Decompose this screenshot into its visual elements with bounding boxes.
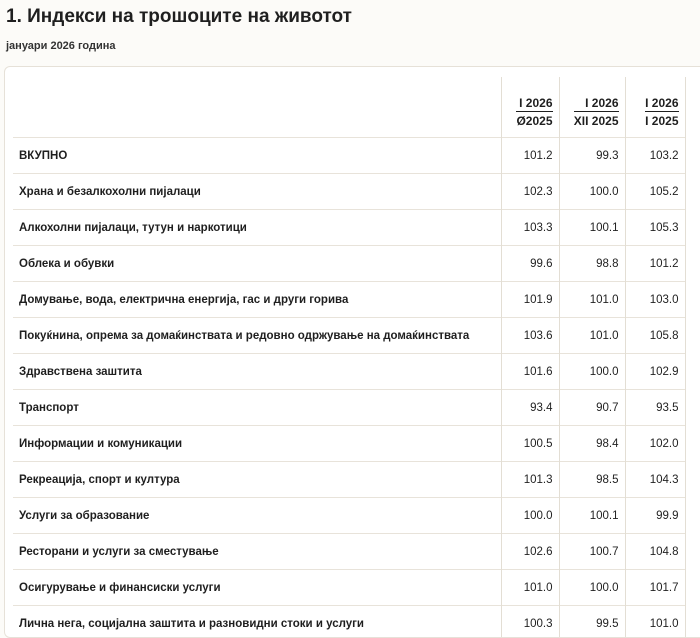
table-panel bbox=[4, 66, 700, 638]
column-header-3-bottom: I 2025 bbox=[645, 111, 678, 129]
cell-vs-dec-2025: 98.4 bbox=[559, 426, 625, 462]
row-label: Алкохолни пијалаци, тутун и наркотици bbox=[13, 210, 501, 246]
row-label: Ресторани и услуги за сместување bbox=[13, 534, 501, 570]
cell-vs-dec-2025: 90.7 bbox=[559, 390, 625, 426]
row-label: Услуги за образование bbox=[13, 498, 501, 534]
cell-vs-jan-2025: 102.9 bbox=[625, 354, 685, 390]
cell-vs-avg-2025: 102.3 bbox=[501, 174, 559, 210]
page-title: 1. Индекси на трошоците на животот bbox=[6, 6, 352, 28]
cell-vs-avg-2025: 100.5 bbox=[501, 426, 559, 462]
cell-vs-avg-2025: 103.6 bbox=[501, 318, 559, 354]
cell-vs-jan-2025: 104.3 bbox=[625, 462, 685, 498]
column-header-2 bbox=[559, 77, 625, 138]
table-row bbox=[13, 246, 685, 282]
cell-vs-avg-2025: 100.3 bbox=[501, 606, 559, 638]
column-header-1 bbox=[501, 77, 559, 138]
row-label: Информации и комуникации bbox=[13, 426, 501, 462]
table-row bbox=[13, 462, 685, 498]
column-header-1-bottom: Ø2025 bbox=[516, 111, 552, 129]
cell-vs-jan-2025: 105.2 bbox=[625, 174, 685, 210]
cell-vs-dec-2025: 98.5 bbox=[559, 462, 625, 498]
row-label: Домување, вода, електрична енергија, гас и други горива bbox=[13, 282, 501, 318]
cell-vs-jan-2025: 93.5 bbox=[625, 390, 685, 426]
cell-vs-dec-2025: 101.0 bbox=[559, 318, 625, 354]
cell-vs-jan-2025: 101.0 bbox=[625, 606, 685, 638]
row-label: Храна и безалкохолни пијалаци bbox=[13, 174, 501, 210]
cell-vs-dec-2025: 99.3 bbox=[559, 138, 625, 174]
row-label: Осигурување и финансиски услуги bbox=[13, 570, 501, 606]
index-table bbox=[13, 77, 686, 638]
row-label: Облека и обувки bbox=[13, 246, 501, 282]
header-label-cell bbox=[13, 77, 501, 138]
table-row bbox=[13, 390, 685, 426]
column-header-3-top: I 2026 bbox=[626, 95, 679, 111]
table-row bbox=[13, 570, 685, 606]
cell-vs-avg-2025: 93.4 bbox=[501, 390, 559, 426]
table-row bbox=[13, 318, 685, 354]
table-row bbox=[13, 534, 685, 570]
cell-vs-dec-2025: 100.1 bbox=[559, 498, 625, 534]
table-header-row bbox=[13, 77, 685, 138]
cell-vs-dec-2025: 101.0 bbox=[559, 282, 625, 318]
cell-vs-jan-2025: 103.2 bbox=[625, 138, 685, 174]
page-subtitle: јануари 2026 година bbox=[6, 40, 116, 52]
cell-vs-avg-2025: 101.6 bbox=[501, 354, 559, 390]
cell-vs-avg-2025: 100.0 bbox=[501, 498, 559, 534]
cell-vs-dec-2025: 99.5 bbox=[559, 606, 625, 638]
cell-vs-jan-2025: 102.0 bbox=[625, 426, 685, 462]
cell-vs-avg-2025: 101.9 bbox=[501, 282, 559, 318]
cell-vs-dec-2025: 100.0 bbox=[559, 570, 625, 606]
table-row bbox=[13, 498, 685, 534]
row-label: Транспорт bbox=[13, 390, 501, 426]
row-label: Рекреација, спорт и култура bbox=[13, 462, 501, 498]
cell-vs-jan-2025: 101.7 bbox=[625, 570, 685, 606]
cell-vs-dec-2025: 100.0 bbox=[559, 354, 625, 390]
column-header-3 bbox=[625, 77, 685, 138]
row-label: Здравствена заштита bbox=[13, 354, 501, 390]
cell-vs-dec-2025: 100.0 bbox=[559, 174, 625, 210]
cell-vs-jan-2025: 105.3 bbox=[625, 210, 685, 246]
cell-vs-jan-2025: 104.8 bbox=[625, 534, 685, 570]
cell-vs-jan-2025: 99.9 bbox=[625, 498, 685, 534]
cell-vs-avg-2025: 101.3 bbox=[501, 462, 559, 498]
table-row bbox=[13, 282, 685, 318]
cell-vs-dec-2025: 98.8 bbox=[559, 246, 625, 282]
cell-vs-dec-2025: 100.1 bbox=[559, 210, 625, 246]
row-label: Лична нега, социјална заштита и разновидни стоки и услуги bbox=[13, 606, 501, 638]
cell-vs-avg-2025: 99.6 bbox=[501, 246, 559, 282]
cell-vs-avg-2025: 102.6 bbox=[501, 534, 559, 570]
column-header-2-bottom: XII 2025 bbox=[574, 111, 619, 129]
cell-vs-avg-2025: 101.2 bbox=[501, 138, 559, 174]
table-row bbox=[13, 606, 685, 638]
table-row bbox=[13, 354, 685, 390]
row-label: ВКУПНО bbox=[13, 138, 501, 174]
table-row bbox=[13, 426, 685, 462]
cell-vs-jan-2025: 105.8 bbox=[625, 318, 685, 354]
row-label: Покуќнина, опрема за домаќинствата и редовно одржување на домаќинствата bbox=[13, 318, 501, 354]
column-header-2-top: I 2026 bbox=[560, 95, 619, 111]
table-row bbox=[13, 174, 685, 210]
table-row bbox=[13, 138, 685, 174]
cell-vs-jan-2025: 101.2 bbox=[625, 246, 685, 282]
cell-vs-avg-2025: 103.3 bbox=[501, 210, 559, 246]
column-header-1-top: I 2026 bbox=[502, 95, 553, 111]
cell-vs-jan-2025: 103.0 bbox=[625, 282, 685, 318]
cell-vs-dec-2025: 100.7 bbox=[559, 534, 625, 570]
cell-vs-avg-2025: 101.0 bbox=[501, 570, 559, 606]
table-row bbox=[13, 210, 685, 246]
